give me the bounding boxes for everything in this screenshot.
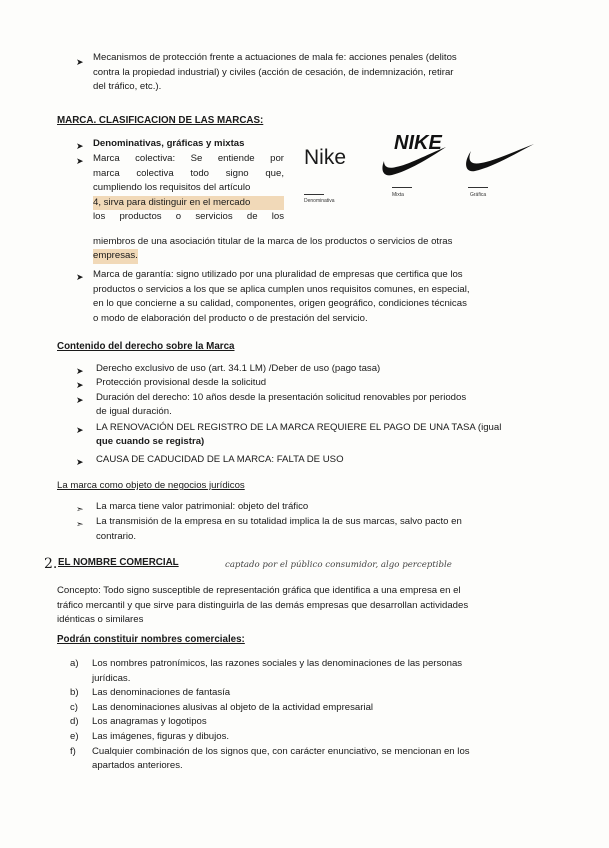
contenido-item-3: Duración del derecho: 10 años desde la presentación solicitud renovables por periodos bbox=[96, 392, 467, 403]
concepto-line-1: Concepto: Todo signo susceptible de representación gráfica que identifica a una empresa en el bbox=[57, 585, 461, 596]
podran-heading: Podrán constituir nombres comerciales: bbox=[57, 634, 245, 645]
list-item: c) Las denominaciones alusivas al objeto de la actividad empresarial bbox=[70, 701, 374, 713]
contenido-item-4-cont: que cuando se registra) bbox=[96, 436, 205, 447]
marca-colectiva-line-3: cumpliendo los requisitos del artículo bbox=[93, 182, 251, 194]
contenido-item-2: Protección provisional desde la solicitud bbox=[96, 377, 267, 388]
marca-garantia-line-2: productos o servicios a los que se aplica cumplen unos requisitos comunes, en especial, bbox=[93, 283, 470, 295]
marca-colectiva-line-6: miembros de una asociación titular de la marca de los productos o servicios de otras bbox=[93, 236, 453, 247]
marca-colectiva-line-1: Marca colectiva: Se entiende por bbox=[93, 153, 284, 164]
negocios-heading: La marca como objeto de negocios jurídicos bbox=[57, 480, 245, 491]
arrow-bullet-icon: ➤ bbox=[76, 57, 84, 67]
arrow-bullet-icon: ➤ bbox=[76, 141, 84, 151]
marca-colectiva-line-7: empresas. bbox=[93, 249, 138, 264]
arrow-bullet-icon: ➣ bbox=[76, 519, 84, 529]
list-item: f) Cualquier combinación de los signos que, con carácter enunciativo, se mencionan en los bbox=[70, 745, 470, 757]
section-number: 2. bbox=[44, 556, 58, 572]
marca-colectiva-line-2: marca colectiva todo signo que, bbox=[93, 167, 284, 179]
logo-caption-grafica: Gráfica bbox=[470, 192, 487, 198]
negocios-item-2-cont: contrario. bbox=[96, 531, 136, 542]
logo-caption-mixta: Mixta bbox=[392, 192, 404, 198]
logo-caption-denominativa: Denominativa bbox=[304, 198, 335, 204]
contenido-item-5: CAUSA DE CADUCIDAD DE LA MARCA: FALTA DE USO bbox=[96, 454, 344, 465]
arrow-bullet-icon: ➤ bbox=[76, 425, 84, 435]
marca-heading: MARCA. CLASIFICACION DE LAS MARCAS: bbox=[57, 115, 264, 126]
logo-underline bbox=[392, 187, 412, 188]
concepto-line-3: idénticas o similares bbox=[57, 614, 144, 626]
nike-mixed-logo-text: NIKE bbox=[394, 132, 442, 154]
marca-colectiva-line-5: los productos o servicios de los bbox=[93, 211, 284, 223]
negocios-item-1: La marca tiene valor patrimonial: objeto del tráfico bbox=[96, 501, 309, 512]
marca-garantia-text bbox=[93, 268, 470, 326]
marca-colectiva-text bbox=[93, 152, 284, 225]
nike-swoosh-logo bbox=[461, 143, 535, 177]
contenido-item-4: LA RENOVACIÓN DEL REGISTRO DE LA MARCA REQUIERE EL PAGO DE UNA TASA (igual bbox=[96, 422, 502, 433]
arrow-bullet-icon: ➤ bbox=[76, 272, 84, 282]
arrow-bullet-icon: ➤ bbox=[76, 457, 84, 467]
top-bullet-line-3: del tráfico, etc.). bbox=[93, 81, 162, 93]
contenido-item-3-cont: de igual duración. bbox=[96, 406, 172, 417]
arrow-bullet-icon: ➤ bbox=[76, 366, 84, 376]
list-item: apartados anteriores. bbox=[92, 760, 183, 772]
handwritten-note: captado por el público consumidor, algo perceptible bbox=[225, 560, 452, 570]
marca-garantia-line-1: Marca de garantía: signo utilizado por una pluralidad de empresas que certifica que los bbox=[93, 269, 463, 280]
negocios-item-2: La transmisión de la empresa en su totalidad implica la de sus marcas, salvo pacto en bbox=[96, 516, 462, 527]
marca-bullet-denominativas: Denominativas, gráficas y mixtas bbox=[93, 138, 245, 149]
nombre-comercial-heading: EL NOMBRE COMERCIAL bbox=[58, 557, 179, 568]
logo-underline bbox=[468, 187, 488, 188]
marca-garantia-line-3: en lo que concierne a su calidad, componentes, origen geográfico, condiciones técnicas bbox=[93, 298, 467, 310]
list-item: e) Las imágenes, figuras y dibujos. bbox=[70, 730, 230, 742]
nike-mixed-logo bbox=[378, 125, 448, 183]
marca-garantia-line-4: o modo de elaboración del producto o de prestación del servicio. bbox=[93, 312, 368, 324]
arrow-bullet-icon: ➤ bbox=[76, 156, 84, 166]
list-item: a) Los nombres patronímicos, las razones sociales y las denominaciones de las personas bbox=[70, 658, 463, 669]
arrow-bullet-icon: ➤ bbox=[76, 380, 84, 390]
nombres-list bbox=[70, 657, 470, 774]
concepto-line-2: tráfico mercantil y que sirve para distinguirla de las demás empresas que desarrollan actividades bbox=[57, 599, 469, 611]
top-bullet-line-1: Mecanismos de protección frente a actuaciones de mala fe: acciones penales (delitos bbox=[93, 52, 457, 63]
logo-underline bbox=[304, 194, 324, 195]
top-bullet-line-2: contra la propiedad industrial) y civiles (acción de cesación, de indemnización, retirar bbox=[93, 66, 454, 78]
marca-colectiva-line-4: 4, sirva para distinguir en el mercado bbox=[93, 196, 284, 211]
contenido-heading: Contenido del derecho sobre la Marca bbox=[57, 341, 235, 352]
top-bullet-text bbox=[93, 51, 543, 95]
list-item: d) Los anagramas y logotipos bbox=[70, 716, 207, 728]
list-item: b) Las denominaciones de fantasía bbox=[70, 687, 231, 699]
arrow-bullet-icon: ➤ bbox=[76, 395, 84, 405]
concepto-text bbox=[57, 584, 468, 628]
nike-wordmark-logo: Nike bbox=[304, 146, 347, 169]
list-item: jurídicas. bbox=[92, 672, 131, 684]
contenido-item-1: Derecho exclusivo de uso (art. 34.1 LM) /Deber de uso (pago tasa) bbox=[96, 363, 381, 374]
arrow-bullet-icon: ➣ bbox=[76, 504, 84, 514]
